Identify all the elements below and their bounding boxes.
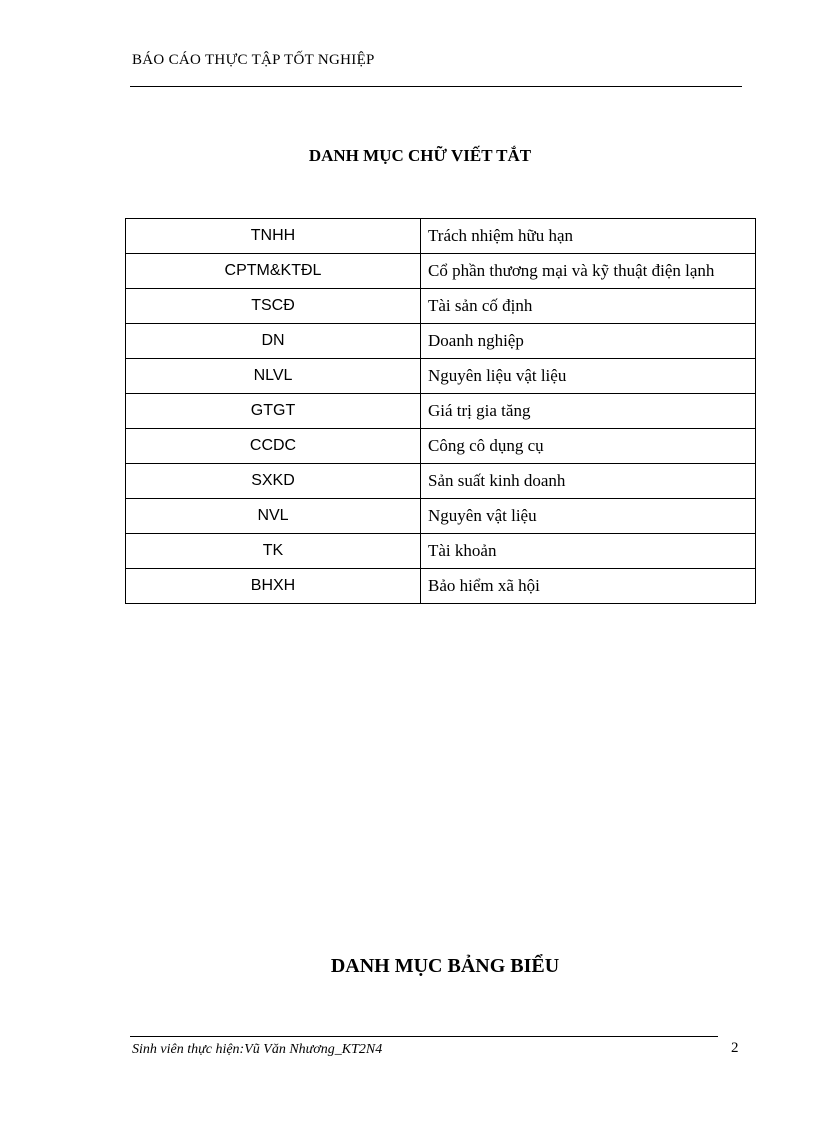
table-row: [126, 534, 756, 569]
meaning-cell: Bảo hiểm xã hội: [421, 569, 756, 604]
table-row: [126, 499, 756, 534]
footer-student-info: Sinh viên thực hiện:Vũ Văn Nhương_KT2N4: [132, 1042, 383, 1057]
meaning-cell: Trách nhiệm hữu hạn: [421, 219, 756, 254]
table-row: [126, 219, 756, 254]
abbreviation-cell: DN: [126, 324, 421, 359]
abbreviations-title: DANH MỤC CHỮ VIẾT TẮT: [308, 146, 532, 165]
meaning-cell: Giá trị gia tăng: [421, 394, 756, 429]
abbreviation-cell: TNHH: [126, 219, 421, 254]
abbreviation-cell: SXKD: [126, 464, 421, 499]
abbreviation-cell: NLVL: [126, 359, 421, 394]
meaning-cell: Nguyên vật liệu: [421, 499, 756, 534]
table-row: [126, 394, 756, 429]
meaning-cell: Công cô dụng cụ: [421, 429, 756, 464]
meaning-cell: Nguyên liệu vật liệu: [421, 359, 756, 394]
table-row: [126, 254, 756, 289]
header-divider: [130, 86, 742, 87]
table-row: [126, 359, 756, 394]
meaning-cell: Tài khoản: [421, 534, 756, 569]
table-row: [126, 569, 756, 604]
abbreviation-cell: TK: [126, 534, 421, 569]
abbreviation-cell: GTGT: [126, 394, 421, 429]
report-header-title: BÁO CÁO THỰC TẬP TỐT NGHIỆP: [132, 52, 375, 68]
table-row: [126, 324, 756, 359]
meaning-cell: Cổ phần thương mại và kỹ thuật điện lạnh: [421, 254, 756, 289]
footer-divider: [130, 1036, 718, 1037]
table-row: [126, 429, 756, 464]
abbreviation-cell: CPTM&KTĐL: [126, 254, 421, 289]
abbreviations-table: [125, 218, 756, 604]
table-row: [126, 464, 756, 499]
meaning-cell: Sản suất kinh doanh: [421, 464, 756, 499]
abbreviation-cell: BHXH: [126, 569, 421, 604]
meaning-cell: Tài sản cố định: [421, 289, 756, 324]
abbreviation-cell: NVL: [126, 499, 421, 534]
table-row: [126, 289, 756, 324]
meaning-cell: Doanh nghiệp: [421, 324, 756, 359]
abbreviation-cell: TSCĐ: [126, 289, 421, 324]
page-number: 2: [731, 1040, 739, 1056]
tables-list-title: DANH MỤC BẢNG BIỂU: [330, 955, 560, 977]
abbreviation-cell: CCDC: [126, 429, 421, 464]
